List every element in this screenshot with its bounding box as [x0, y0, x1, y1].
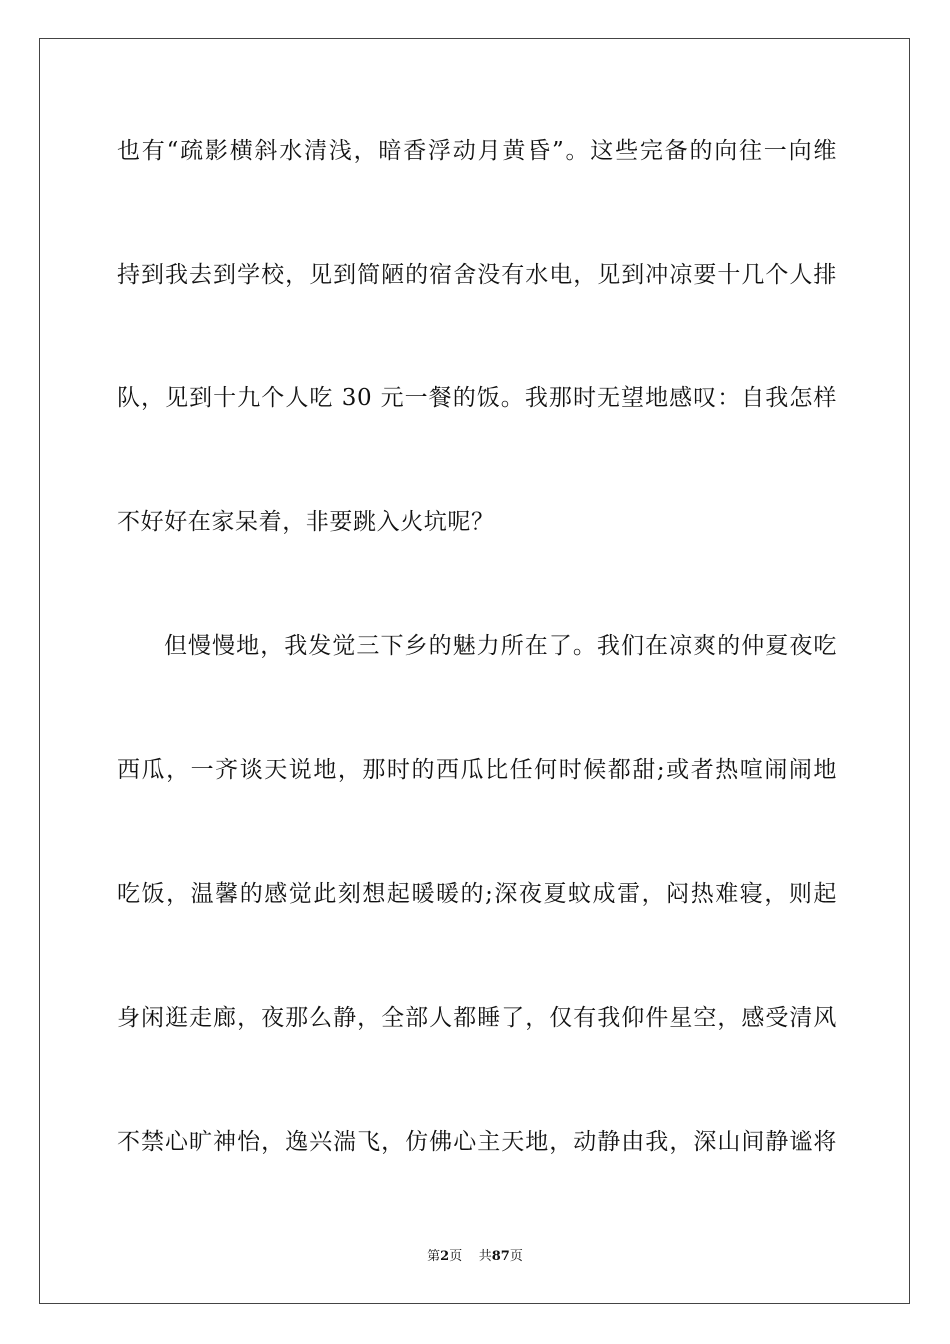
page-number: 2 — [440, 1249, 450, 1264]
page-suffix: 页 — [449, 1249, 463, 1264]
text-line-4: 不好好在家呆着，非要跳入火坑呢？ — [117, 509, 495, 535]
text-line-9: 不禁心旷神怡，逸兴湍飞，仿佛心主天地，动静由我，深山间静谧将 — [117, 1129, 837, 1155]
text-line-8: 身闲逛走廊，夜那么静，全部人都睡了，仅有我仰件星空，感受清风 — [117, 1005, 837, 1031]
total-suffix: 页 — [509, 1249, 523, 1264]
total-pages: 87 — [491, 1249, 510, 1264]
text-line-7: 吃饭，温馨的感觉此刻想起暖暖的;深夜夏蚊成雷，闷热难寝，则起 — [117, 881, 837, 907]
page-footer — [0, 1248, 950, 1266]
text-line-2: 持到我去到学校，见到简陋的宿舍没有水电，见到冲凉要十几个人排 — [117, 262, 837, 288]
text-line-6: 西瓜，一齐谈天说地，那时的西瓜比任何时候都甜;或者热喧闹闹地 — [117, 757, 837, 783]
text-line-1: 也有“疏影横斜水清浅，暗香浮动月黄昏”。这些完备的向往一向维 — [117, 138, 837, 164]
page-prefix: 第 — [427, 1249, 441, 1264]
page-frame — [39, 38, 910, 1304]
text-line-3: 队，见到十九个人吃 30 元一餐的饭。我那时无望地感叹：自我怎样 — [117, 385, 837, 411]
total-prefix: 共 — [478, 1249, 492, 1264]
text-line-5: 但慢慢地，我发觉三下乡的魅力所在了。我们在凉爽的仲夏夜吃 — [164, 633, 837, 659]
